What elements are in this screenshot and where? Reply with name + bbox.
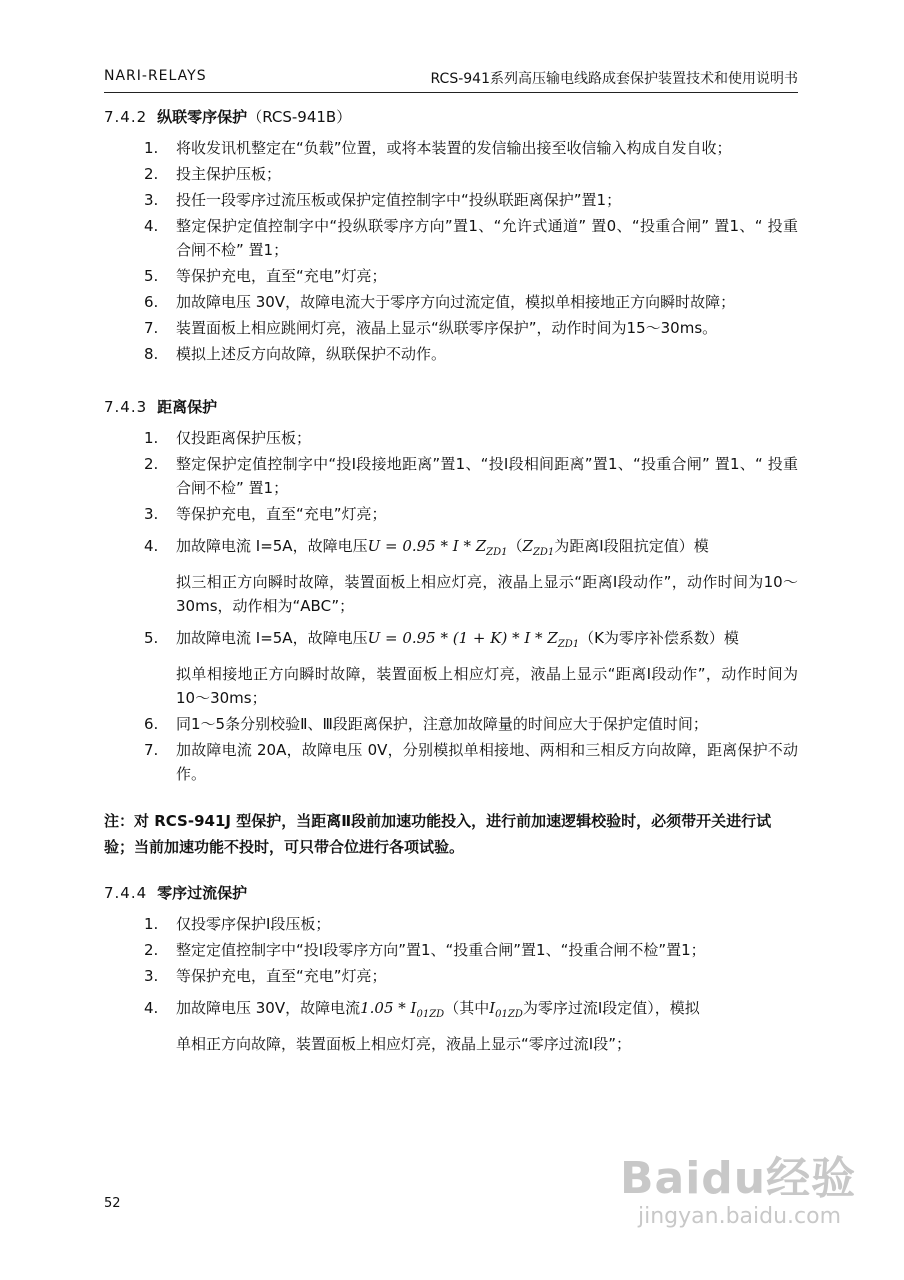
item-number: 6. [144, 715, 159, 733]
item-text: 等保护充电，直至“充电”灯亮； [176, 967, 387, 985]
list-item [104, 452, 804, 500]
list-item [104, 316, 804, 340]
section-743-list [104, 426, 804, 786]
note-paragraph: 注：对 RCS-941J 型保护，当距离Ⅱ段前加速功能投入，进行前加速逻辑校验时，必须带开关进行试验；当前加速功能不投时，可只带合位进行各项试验。 [104, 812, 772, 856]
item-number: 3. [144, 967, 159, 985]
ground-voltage-formula [367, 629, 580, 650]
item-text: 模拟上述反方向故障，纵联保护不动作。 [176, 345, 447, 363]
item-text: 加故障电流 20A，故障电压 0V，分别模拟单相接地、两相和三相反方向故障，距离保护不动作。 [176, 741, 798, 783]
item-number: 2. [144, 941, 159, 959]
formula-expr: U = 0.95 * I * Z [367, 537, 487, 555]
formula-line [176, 992, 798, 1024]
section-heading-743 [104, 394, 804, 420]
section-744-list [104, 912, 804, 1056]
page-header [104, 64, 798, 93]
item-number: 5. [144, 629, 159, 647]
item-text: 仅投零序保护Ⅰ段压板； [176, 915, 331, 933]
current-subscript: 01ZD [495, 1009, 523, 1020]
item-number: 4. [144, 537, 159, 555]
item-text: 整定保护定值控制字中“投纵联零序方向”置1、“允许式通道” 置0、“投重合闸” 置1、“ 投重合闸不检” 置1； [176, 217, 798, 259]
current-letter: I [489, 999, 496, 1017]
item-number: 2. [144, 455, 159, 473]
list-item [104, 738, 804, 786]
section-title: 距离保护 [157, 398, 218, 416]
impedance-letter: Z [522, 537, 533, 555]
list-item [104, 530, 804, 618]
list-item [104, 426, 804, 450]
impedance-subscript: ZD1 [532, 547, 555, 558]
spacer [104, 788, 804, 808]
item-text: 整定定值控制字中“投Ⅰ段零序方向”置1、“投重合闸”置1、“投重合闸不检”置1； [176, 941, 706, 959]
list-item [104, 342, 804, 366]
section-number: 7.4.4 [104, 884, 148, 902]
formula-subscript: 01ZD [416, 1009, 445, 1020]
formula-prefix: 加故障电压 30V，故障电流 [176, 999, 361, 1017]
section-number: 7.4.3 [104, 398, 148, 416]
item-number: 1. [144, 429, 159, 447]
section-title: 纵联零序保护 [157, 108, 248, 126]
item-text-rest: 拟单相接地正方向瞬时故障，装置面板上相应灯亮，液晶上显示“距离Ⅰ段动作”，动作时间为10～30ms； [176, 665, 798, 707]
list-item [104, 712, 804, 736]
item-text-block [176, 530, 798, 618]
item-text: 投主保护压板； [176, 165, 282, 183]
item-text: 等保护充电，直至“充电”灯亮； [176, 505, 387, 523]
item-number: 6. [144, 293, 159, 311]
list-item [104, 938, 804, 962]
item-text-rest: 拟三相正方向瞬时故障，装置面板上相应灯亮，液晶上显示“距离Ⅰ段动作”，动作时间为10～30ms，动作相为“ABC”； [176, 573, 798, 615]
item-text: 加故障电压 30V，故障电流大于零序方向过流定值，模拟单相接地正方向瞬时故障； [176, 293, 736, 311]
list-item [104, 136, 804, 160]
list-item [104, 992, 804, 1056]
formula-mid: （其中 [444, 999, 490, 1017]
impedance-symbol [522, 537, 555, 558]
spacer [104, 860, 804, 880]
section-heading-742 [104, 104, 804, 130]
item-text: 投任一段零序过流压板或保护定值控制字中“投纵联距离保护”置1； [176, 191, 622, 209]
item-text-block [176, 622, 798, 710]
formula-suffix: 为零序过流Ⅰ段定值），模拟 [522, 999, 700, 1017]
item-number: 2. [144, 165, 159, 183]
page-content [104, 104, 804, 1058]
list-item [104, 290, 804, 314]
formula-line [176, 530, 798, 562]
watermark-url: jingyan.baidu.com [638, 1204, 842, 1229]
section-title: 零序过流保护 [157, 884, 248, 902]
item-text: 仅投距离保护压板； [176, 429, 312, 447]
list-item [104, 264, 804, 288]
list-item [104, 188, 804, 212]
list-item [104, 214, 804, 262]
item-number: 1. [144, 139, 159, 157]
formula-expr: 1.05 * I [360, 999, 417, 1017]
header-doc-title: RCS-941系列高压输电线路成套保护装置技术和使用说明书 [430, 71, 798, 87]
item-number: 1. [144, 915, 159, 933]
header-brand: NARI-RELAYS [104, 68, 207, 84]
item-number: 8. [144, 345, 159, 363]
current-formula [360, 999, 445, 1020]
item-text: 同1～5条分别校验Ⅱ、Ⅲ段距离保护，注意加故障量的时间应大于保护定值时间； [176, 715, 708, 733]
item-number: 3. [144, 505, 159, 523]
formula-subscript: ZD1 [486, 547, 508, 558]
spacer [104, 368, 804, 394]
list-item [104, 622, 804, 710]
formula-expr: U = 0.95 * (1 + K) * I * Z [367, 629, 558, 647]
item-number: 7. [144, 319, 159, 337]
formula-suffix: （K为零序补偿系数）模 [579, 629, 739, 647]
formula-mid: （ [507, 537, 523, 555]
current-symbol [489, 999, 523, 1020]
distance-voltage-formula [367, 537, 508, 558]
list-item [104, 964, 804, 988]
item-number: 7. [144, 741, 159, 759]
section-heading-744 [104, 880, 804, 906]
list-item [104, 502, 804, 526]
section-number: 7.4.2 [104, 108, 148, 126]
item-number: 4. [144, 217, 159, 235]
item-text-rest: 单相正方向故障，装置面板上相应灯亮，液晶上显示“零序过流Ⅰ段”； [176, 1035, 631, 1053]
section-model: （RCS-941B） [247, 108, 352, 126]
watermark-logo: Baidu经验 [620, 1153, 857, 1204]
item-number: 5. [144, 267, 159, 285]
formula-line [176, 622, 798, 654]
list-item [104, 162, 804, 186]
item-text: 等保护充电，直至“充电”灯亮； [176, 267, 387, 285]
item-text: 装置面板上相应跳闸灯亮，液晶上显示“纵联零序保护”，动作时间为15～30ms。 [176, 319, 718, 337]
formula-prefix: 加故障电流 I=5A，故障电压 [176, 629, 368, 647]
item-text: 整定保护定值控制字中“投Ⅰ段接地距离”置1、“投Ⅰ段相间距离”置1、“投重合闸” 置1、“ 投重合闸不检” 置1； [176, 455, 798, 497]
item-number: 4. [144, 999, 159, 1017]
item-text: 将收发讯机整定在“负载”位置，或将本装置的发信输出接至收信输入构成自发自收； [176, 139, 732, 157]
formula-prefix: 加故障电流 I=5A，故障电压 [176, 537, 368, 555]
formula-suffix: 为距离Ⅰ段阻抗定值）模 [554, 537, 709, 555]
formula-subscript: ZD1 [557, 639, 580, 650]
list-item [104, 912, 804, 936]
item-text-block [176, 992, 798, 1056]
page-number: 52 [104, 1196, 121, 1211]
watermark [620, 1142, 860, 1242]
section-742-list [104, 136, 804, 366]
item-number: 3. [144, 191, 159, 209]
